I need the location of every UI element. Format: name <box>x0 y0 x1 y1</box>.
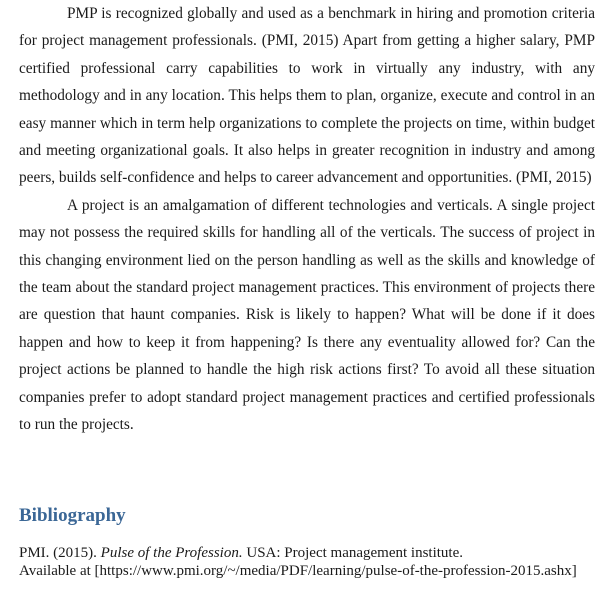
bibliography-author-year: PMI. (2015). <box>19 545 97 561</box>
bibliography-entry <box>19 545 595 580</box>
bibliography-title: Pulse of the Profession. <box>100 545 243 561</box>
document-page <box>19 0 595 579</box>
bibliography-heading: Bibliography <box>19 505 126 526</box>
paragraph-pmp-recognition: PMP is recognized globally and used as a benchmark in hiring and promotion criteria for project management professionals. (PMI, 2015) Apart from getting a higher salary, PMP certified professional carry capabilities to work in virtually any industry, with any methodology and in any location. This helps them to plan, organize, execute and control in an easy manner which in term help organizations to complete the projects on time, within budget and meeting organizational goals. It also helps in greater recognition in industry and among peers, builds self-confidence and helps to career advancement and opportunities. (PMI, 2015) <box>19 5 595 187</box>
paragraph-project-amalgamation: A project is an amalgamation of different technologies and verticals. A single project may not possess the required skills for handling all of the verticals. The success of project in this changing environment lied on the person handling as well as the skills and knowledge of the team about the standard project management practices. This environment of projects there are question that haunt companies. Risk is likely to happen? What will be done if it does happen and how to keep it from happening? Is there any eventuality allowed for? Can the project actions be planned to handle the high risk actions first? To avoid all these situation companies prefer to adopt standard project management practices and certified professionals to run the projects. <box>19 196 595 434</box>
bibliography-availability: Available at [https://www.pmi.org/~/media/PDF/learning/pulse-of-the-profession-2015.ashx] <box>19 562 577 579</box>
bibliography-publisher: USA: Project management institute. <box>246 545 463 561</box>
